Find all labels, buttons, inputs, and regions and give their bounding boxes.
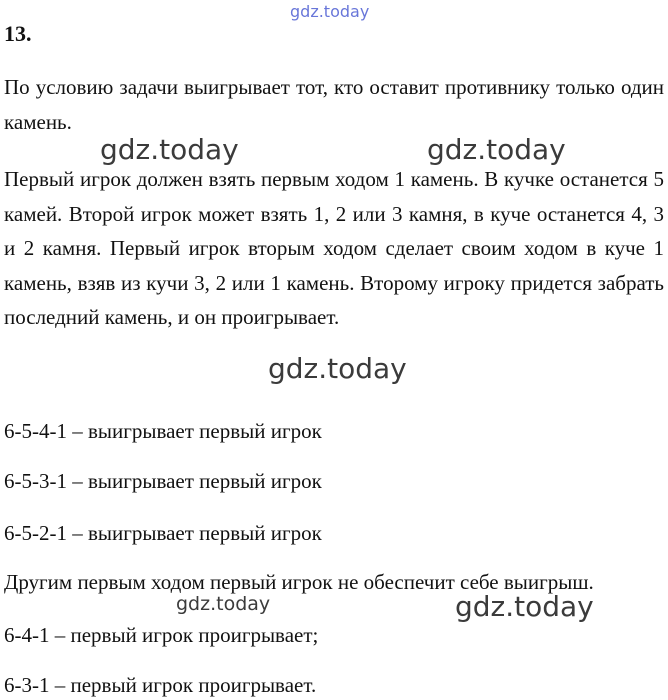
conclusion-line: Другим первым ходом первый игрок не обеспечит себе выигрыш. xyxy=(4,570,594,594)
watermark: gdz.today xyxy=(176,593,271,615)
condition-paragraph: По условию задачи выигрывает тот, кто оставит противнику только один камень. xyxy=(4,75,664,134)
watermark: gdz.today xyxy=(100,133,239,166)
sequence-line: 6-3-1 – первый игрок проигрывает. xyxy=(4,673,317,697)
sequence-line: 6-5-4-1 – выигрывает первый игрок xyxy=(4,419,322,443)
watermark-top: gdz.today xyxy=(290,2,370,21)
solution-paragraph: Первый игрок должен взять первым ходом 1 камень. В кучке останется 5 камей. Второй игрок может взять 1, 2 или 3 камня, в куче останется 4, 3 и 2 камня. Первый игрок вторым ходом сделает своим ходом в куче 1 камень, взяв из кучи 3, 2 или 1 камень. Второму игроку придется забрать последний камень, и он проигрывает. xyxy=(4,167,664,329)
sequence-line: 6-5-3-1 – выигрывает первый игрок xyxy=(4,469,322,493)
problem-number: 13. xyxy=(4,21,32,46)
watermark: gdz.today xyxy=(427,133,566,166)
sequence-line: 6-5-2-1 – выигрывает первый игрок xyxy=(4,521,322,545)
sequence-line: 6-4-1 – первый игрок проигрывает; xyxy=(4,623,319,647)
watermark: gdz.today xyxy=(268,352,407,385)
watermark: gdz.today xyxy=(455,590,594,623)
